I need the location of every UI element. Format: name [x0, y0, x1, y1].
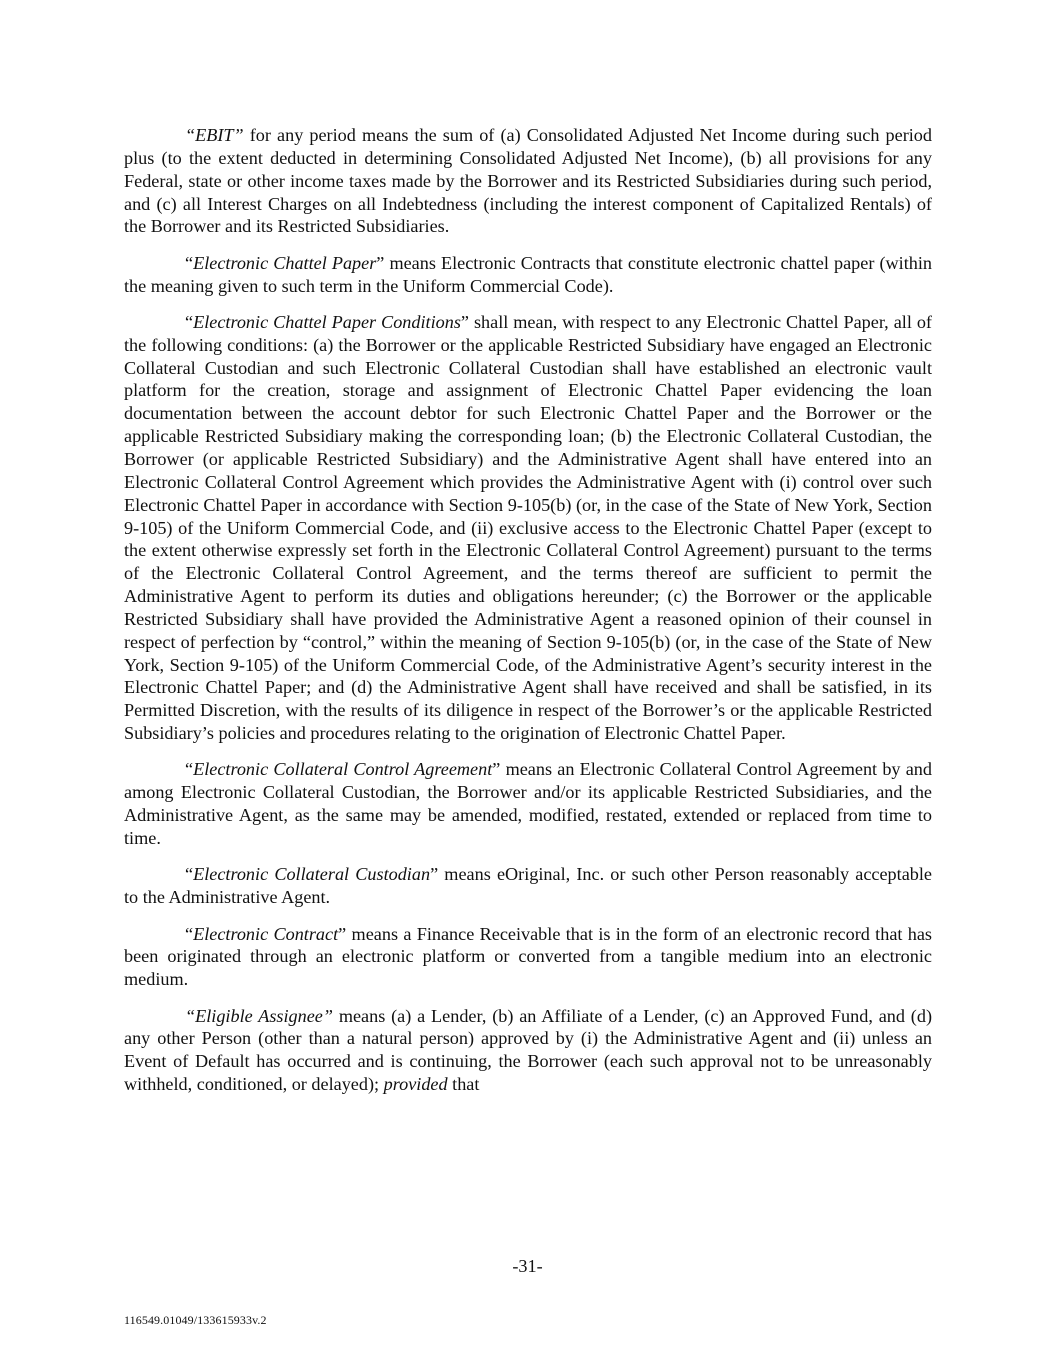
term-quote-close: ” — [338, 923, 347, 944]
term-quote-close: ” — [322, 1005, 333, 1026]
definition-text: shall mean, with respect to any Electronic Chattel Paper, all of the following conditions: (a) the Borrower or the applicable Restricted Subsidiary have engaged an Electronic Collateral Custodian and such Electronic Collateral Custodian shall have established an electronic vault platform for the creation, storage and assignment of Electronic Chattel Paper evidencing the loan documentation between the account debtor for such Electronic Chattel Paper and the Borrower or the applicable Restricted Subsidiary making the corresponding loan; (b) the Electronic Collateral Custodian, the Borrower (or applicable Restricted Subsidiary) and the Administrative Agent shall have entered into an Electronic Collateral Control Agreement which provides the Administrative Agent with (i) control over such Electronic Chattel Paper in accordance with Section 9-105(b) (or, in the case of the State of New York, Section 9-105) of the Uniform Commercial Code, and (ii) exclusive access to the Electronic Chattel Paper (except to the extent otherwise expressly set forth in the Electronic Collateral Control Agreement) pursuant to the terms of the Electronic Collateral Control Agreement, and the terms thereof are sufficient to permit the Administrative Agent to perform its duties and obligations hereunder; (c) the Borrower or the applicable Restricted Subsidiary shall have provided the Administrative Agent a reasoned opinion of their counsel in respect of perfection by “control,” within the meaning of Section 9-105(b) (or, in the case of the State of New York, Section 9-105) of the Uniform Commercial Code, of the Administrative Agent’s security interest in the Electronic Chattel Paper; and (d) the Administrative Agent shall have received and shall be satisfied, in its Permitted Discretion, with the results of its diligence in respect of the Borrower’s or the applicable Restricted Subsidiary’s policies and procedures relating to the origination of Electronic Chattel Paper. — [124, 311, 932, 744]
term-quote-close: ” — [376, 252, 385, 273]
term-quote-open: “ — [185, 311, 194, 332]
definition-ebit — [124, 124, 932, 238]
term-quote-open: “ — [185, 125, 196, 145]
term-quote-close: ” — [430, 864, 439, 885]
proviso-word: provided — [383, 1074, 448, 1095]
definition-electronic-chattel-paper — [124, 252, 932, 298]
term-quote-open: “ — [185, 759, 194, 780]
definition-text: means eOriginal, Inc. or such other Person reasonably acceptable to the Administrative Agent. — [124, 864, 933, 908]
defined-term: Electronic Contract — [193, 923, 339, 944]
defined-term: Electronic Collateral Control Agreement — [193, 759, 493, 780]
definition-tail: that — [447, 1074, 480, 1095]
definition-electronic-collateral-custodian — [124, 863, 932, 909]
definition-text: for any period means the sum of (a) Consolidated Adjusted Net Income during such period plus (to the extent deducted in determining Consolidated Adjusted Net Income), (b) all provisions for any Federal, state or other income taxes made by the Borrower and its Restricted Subsidiaries during such period, and (c) all Interest Charges on all Indebtedness (including the interest component of Capitalized Rentals) of the Borrower and its Restricted Subsidiaries. — [124, 125, 932, 237]
document-body — [124, 124, 932, 1109]
definition-electronic-collateral-control-agreement — [124, 758, 932, 849]
defined-term: Electronic Chattel Paper Conditions — [193, 311, 461, 332]
definition-electronic-chattel-paper-conditions — [124, 311, 932, 745]
defined-term: Electronic Chattel Paper — [193, 252, 377, 273]
term-quote-open: “ — [185, 1005, 196, 1026]
page-number: -31- — [512, 1256, 543, 1276]
defined-term: Electronic Collateral Custodian — [193, 864, 431, 885]
definition-electronic-contract — [124, 923, 932, 992]
term-quote-open: “ — [185, 923, 194, 944]
term-quote-open: “ — [185, 252, 194, 273]
defined-term: EBIT — [195, 125, 234, 145]
definition-text: means an Electronic Collateral Control Agreement by and among Electronic Collateral Custodian, the Borrower and/or its applicable Restricted Subsidiaries, and the Administrative Agent, as the same may be amended, modified, restated, extended or replaced from time to time. — [124, 759, 932, 848]
definition-text: means a Finance Receivable that is in the form of an electronic record that has been originated through an electronic platform or converted from a tangible medium into an electronic medium. — [124, 923, 933, 990]
definition-eligible-assignee — [124, 1005, 932, 1096]
defined-term: Eligible Assignee — [195, 1005, 323, 1026]
term-quote-open: “ — [185, 864, 194, 885]
definition-text: means Electronic Contracts that constitute electronic chattel paper (within the meaning given to such term in the Uniform Commercial Code). — [124, 252, 932, 296]
term-quote-close: ” — [460, 311, 469, 332]
definition-text: means (a) a Lender, (b) an Affiliate of a Lender, (c) an Approved Fund, and (d) any other Person (other than a natural person) approved by (i) the Administrative Agent and (ii) unless an Event of Default has occurred and is continuing, the Borrower (each such approval not to be unreasonably withheld, conditioned, or delayed); — [124, 1005, 933, 1095]
term-quote-close: ” — [233, 125, 244, 145]
document-id: 116549.01049/133615933v.2 — [124, 1313, 267, 1327]
term-quote-close: ” — [492, 759, 501, 780]
